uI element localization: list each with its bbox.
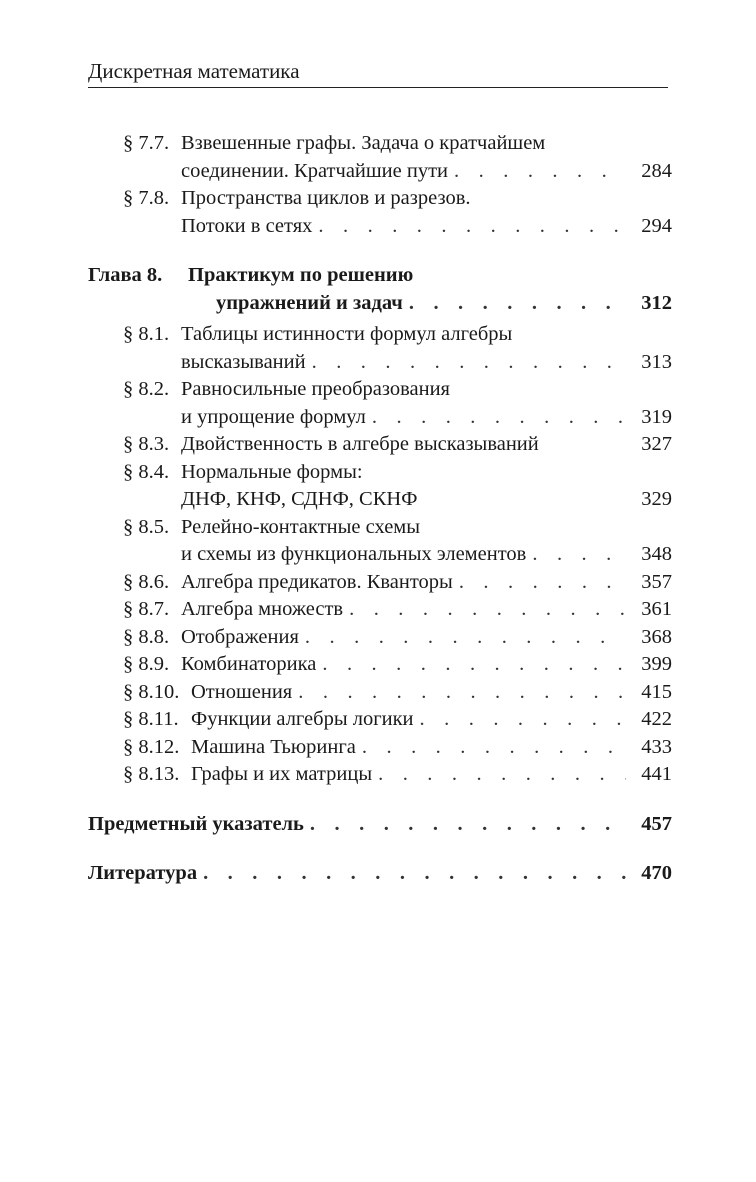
section-number: § 8.1.	[123, 323, 170, 345]
leader-dots	[312, 349, 626, 377]
page-number: 348	[641, 543, 672, 565]
section-title-cont: и схемы из функциональных элементов	[181, 543, 527, 565]
section-title: Пространства циклов и разрезов.	[181, 187, 471, 209]
page-number: 457	[641, 812, 672, 835]
section-number: § 8.8.	[123, 625, 170, 648]
leader-dots	[378, 761, 626, 789]
section-title: Равносильные преобразования	[181, 378, 450, 400]
toc-entry-8-2	[88, 376, 672, 431]
section-title: Функции алгебры логики	[191, 708, 414, 730]
section-title: Комбинаторика	[181, 653, 317, 675]
section-title-cont: и упрощение формул	[181, 405, 366, 428]
running-head-title: Дискретная математика	[88, 58, 668, 88]
table-of-contents	[88, 130, 672, 888]
toc-entry-8-3	[88, 431, 672, 459]
toc-entry-8-12	[88, 734, 672, 762]
toc-entry-8-6	[88, 569, 672, 597]
section-title-cont: Потоки в сетях	[181, 214, 313, 237]
section-title: Взвешенные графы. Задача о кратчайшем	[181, 132, 546, 154]
toc-entry-8-11	[88, 706, 672, 734]
leader-dots	[532, 541, 626, 569]
toc-entry-8-5	[88, 514, 672, 569]
section-number: § 8.12.	[123, 735, 180, 758]
toc-entry-8-10	[88, 679, 672, 707]
leader-dots	[305, 624, 626, 652]
literature-title: Литература	[88, 862, 198, 884]
section-number: § 8.7.	[123, 598, 170, 620]
section-title: Алгебра предикатов. Кванторы	[181, 570, 453, 593]
section-number: § 8.6.	[123, 570, 170, 593]
leader-dots	[203, 860, 626, 888]
page-number: 329	[641, 488, 672, 510]
page-number: 327	[641, 433, 672, 455]
section-number: § 7.7.	[123, 132, 170, 154]
leader-dots	[298, 679, 626, 707]
leader-dots	[454, 158, 626, 186]
leader-dots	[459, 569, 626, 597]
leader-dots	[409, 290, 626, 318]
page-number: 284	[641, 159, 672, 182]
page-number: 361	[641, 598, 672, 620]
section-number: § 7.8.	[123, 187, 170, 209]
toc-entry-8-4	[88, 459, 672, 514]
leader-dots	[310, 811, 626, 839]
section-number: § 8.10.	[123, 680, 180, 703]
toc-entry-index	[88, 811, 672, 839]
leader-dots	[322, 651, 626, 679]
page-number: 433	[641, 735, 672, 758]
page-number: 357	[641, 570, 672, 593]
section-title: Таблицы истинности формул алгебры	[181, 323, 513, 345]
page-number: 441	[641, 763, 672, 785]
section-number: § 8.9.	[123, 653, 170, 675]
section-number: § 8.13.	[123, 763, 180, 785]
toc-entry-8-7	[88, 596, 672, 624]
section-title-cont: соединении. Кратчайшие пути	[181, 159, 449, 182]
section-number: § 8.2.	[123, 378, 170, 400]
toc-entry-8-13	[88, 761, 672, 789]
toc-entry-7-8	[88, 185, 672, 240]
toc-entry-literature	[88, 860, 672, 888]
section-title-cont: высказываний	[181, 350, 306, 373]
page-number: 294	[641, 214, 672, 237]
section-title: Отображения	[181, 625, 299, 648]
leader-dots	[372, 404, 626, 432]
toc-entry-8-9	[88, 651, 672, 679]
page-number: 313	[641, 350, 672, 373]
section-number: § 8.3.	[123, 433, 170, 455]
section-title: Нормальные формы:	[181, 460, 363, 483]
toc-entry-7-7	[88, 130, 672, 185]
section-title: Машина Тьюринга	[191, 735, 356, 758]
leader-dots	[420, 706, 626, 734]
section-title-cont: ДНФ, КНФ, СДНФ, СКНФ	[181, 488, 418, 510]
section-title: Релейно-контактные схемы	[181, 515, 421, 538]
page-number: 415	[641, 680, 672, 703]
section-title: Графы и их матрицы	[191, 763, 373, 785]
index-title: Предметный указатель	[88, 812, 304, 835]
section-title: Алгебра множеств	[181, 598, 344, 620]
section-title: Двойственность в алгебре высказываний	[181, 433, 539, 455]
toc-entry-8-8	[88, 624, 672, 652]
toc-entry-8-1	[88, 321, 672, 376]
toc-chapter-8	[88, 262, 672, 317]
section-number: § 8.5.	[123, 515, 170, 538]
leader-dots	[318, 213, 626, 241]
section-number: § 8.11.	[123, 708, 179, 730]
leader-dots	[362, 734, 626, 762]
section-title: Отношения	[191, 680, 293, 703]
page-number: 399	[641, 653, 672, 675]
chapter-title-cont: упражнений и задач	[216, 291, 403, 314]
page-number: 368	[641, 625, 672, 648]
page-number: 422	[641, 708, 672, 730]
section-number: § 8.4.	[123, 460, 170, 483]
chapter-number: Глава 8.	[88, 264, 163, 286]
leader-dots	[349, 596, 626, 624]
page-number: 470	[641, 862, 672, 884]
page-number: 312	[641, 291, 672, 314]
page-number: 319	[641, 405, 672, 428]
chapter-title: Практикум по решению	[188, 264, 414, 286]
